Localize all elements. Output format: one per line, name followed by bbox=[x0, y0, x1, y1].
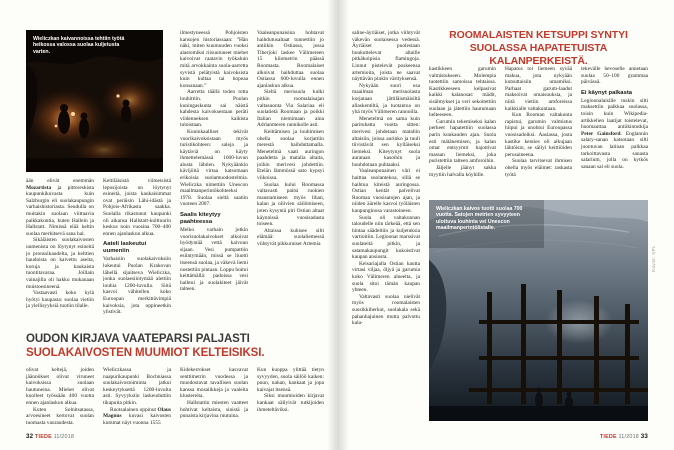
text-run: . Englannin salary-sanan katsotaan silti juontuvan latinan palkkaa tarkoittavasta sanasta salarium, jolla on kytkös sanaan sal eli suola. bbox=[581, 130, 648, 170]
paragraph: Suolaa tarvitsevat ihmisen ohella myös eläimet: raskasta työtä bbox=[505, 158, 572, 178]
headline-line-2: SUOLAKAIVOSTEN MUUMIOT KELTEISIKSI. bbox=[26, 346, 265, 359]
headline-line-2: SUOLASSA HAPATETUISTA KALANPERKEISTÄ. bbox=[469, 42, 608, 67]
issue-date: 11/2018 bbox=[53, 434, 75, 440]
bold-name: Mozartista bbox=[26, 184, 52, 191]
paragraph: Aarretta täällä toden totta louhittiin. Puolan kuningaskunta sai näistä kahdesta kaivoksestaan peräti viidenneksen kaikista tuloistaan. bbox=[180, 89, 248, 129]
paragraph bbox=[26, 178, 94, 237]
paragraph: Vaaleanpunaisina hohtavat haihdutusaltaat tunnettiin jo antiikin Ostiassa, jossa Tiberjoki laskee Välimereen 15 kilometrin päässä Roomasta. Roomalaiset alkoivat haihduttaa suolaa Ostiassa 600-luvulla ennen ajanlaskun alkua. bbox=[257, 30, 324, 89]
right-column-1 bbox=[352, 30, 420, 422]
paragraph: Vaaleanpunainen väri ei haittaa suolantekoa, sillä se haihtuu kiteistä auringossa. Ostian kentät palvelivat Roomaa vuosisatojen ajan, ja niiden äärelle kasvoi työläisten kaupunginosa varastoineen. bbox=[352, 168, 420, 215]
article-headline bbox=[429, 29, 648, 68]
text-run: kuvasi kaivosten kummat näyt vuonna 1555 bbox=[103, 413, 171, 426]
bottom-column-3 bbox=[180, 367, 248, 428]
photo-caption-left: Wieliczkan kaivannoissa tehtiin työtä heikossa valossa suolaa kuljetusta varten. bbox=[33, 36, 125, 55]
left-column-1 bbox=[26, 178, 94, 328]
bold-name: Peter Gainsford bbox=[581, 130, 621, 137]
page-number: 33 bbox=[640, 433, 648, 440]
section-subhead: Ei käynyt palkasta bbox=[581, 89, 633, 96]
paragraph: Kun kuoppa ylittää tietyn syvyyden, suola säilöö kaiken: puun, nahan, kankaat ja jopa kaivajat itsensä. bbox=[257, 367, 324, 393]
paragraph: Hapatus toi liemeen syvää makua, jota nykyään kutsuttaisiin umamiksi. Parhaat garum-laadut maksoivat omaisuuksia, ja niitä vietiin amforeissa kaikkialle valtakuntaan. bbox=[505, 66, 572, 112]
mine-photo-left bbox=[26, 30, 163, 172]
paragraph: Sieltä merisuola kulki pitkin roomalaisajan valtasuonta Via Salariaa eli suolatietä Roomaan ja poikki Italian niemimaan aina Adrianmeren rannikolle asti. bbox=[257, 89, 324, 129]
issue-date: 11/2018 bbox=[618, 434, 639, 440]
photo-caption-right: Wieliczkan kaivos tuotti suolaa 700 vuotta. Satojen metrien syvyyteen ulottuva louhinta vei Unescon maailmanperintölistalle. bbox=[436, 206, 523, 232]
left-column-3 bbox=[180, 30, 248, 328]
page-number: 32 bbox=[26, 433, 34, 440]
paragraph: Vastaavasti koko kylä hyötyi kaupasta: suolaa vietiin ja ylellisyyksiä tuotiin tilalle. bbox=[26, 290, 94, 310]
text-run: Ruotsalainen oppinut bbox=[110, 406, 158, 413]
paragraph: Kuten Solnitsatassa, arvoesineet kertovat suolan tuomasta vauraudesta. bbox=[26, 406, 94, 426]
magazine-brand: TIEDE bbox=[599, 434, 617, 440]
paragraph: Suola oli valtakunnan taloudelle niin tärkeää, että sen hintaa säädeltiin ja kuljetuksia vartioitiin. Legioonat marssivat suolateitä pitkin, ja satamakaupungit kukoistivat kaupan ansiosta. bbox=[352, 214, 420, 261]
paragraph: Siksi muumioiden kirjavat kankaat säilyivät tutkijoiden ihmeteltäviksi. bbox=[257, 393, 324, 413]
paragraph: kastikkeen garumin valmistukseen. Molempia tuotettiin samoissa tehtaissa. Kastikkeeseen kelpasivat kaikki kalanosat: mädit, sisälmykset ja veri sekoitettiin suolaan ja jätettiin hautumaan helteeseen. bbox=[429, 66, 496, 119]
center-fold bbox=[327, 0, 349, 450]
headline-line-1: OUDON KIRJAVA VAATEPARSI PALJASTI bbox=[26, 333, 250, 345]
paragraph: Altaissa kuhisee silti elämää: suolaliemessä viihtyvät pikkuruiset Artemia bbox=[257, 227, 324, 247]
paragraph: Jäljelle jäänyt sakka myytiin halvalla köyhille. bbox=[429, 164, 496, 178]
paragraph: Valtavasti suolaa nielivät myös roomalaisten suosikkiherkut, suolakala sekä pahanhajuinen mutta palvottu kala- bbox=[352, 293, 420, 327]
paragraph: Hallstattin miesten vaatteet hohtivat keltaista, sinistä ja punaista kirjavina ruutuina. bbox=[180, 399, 248, 420]
right-column-2 bbox=[429, 66, 496, 194]
left-column-2 bbox=[103, 178, 171, 328]
paragraph bbox=[581, 98, 648, 171]
paragraph: Nykyään suuri osa maailman merisuolasta korjataan jättiläismäisiltä allaskentiltä, ja tuotantoa on yhä myös Välimeren rannoilla. bbox=[352, 82, 420, 116]
section-subhead: Aateli laskeutui uumeniin bbox=[103, 241, 147, 255]
paragraph: Garumin tekemiseksi kalan perkeet hapatettiin suolassa parin kuukauden ajan. Suola esti mätänemisen, ja kalan omat entsyymit hajottivat massan liemeksi, joka puristettiin talteen amforoihin. bbox=[429, 118, 496, 165]
headline-line-1: ROOMALAISTEN KETSUPPI SYNTYI bbox=[449, 29, 628, 41]
paragraph: Varhaisiin suolakaivoksiin lukeutui Puolan Krakovan lähellä sijaitseva Wieliczka, jonka suolaesiintymää alettiin louhia 1200-luvulla. Siitä kasvoi vähitellen koko Euroopan merkittävimpiä kaivoksia, jota oppineetkin ylistivät. bbox=[103, 256, 171, 316]
section-subhead: Saalis kiteytyy paahteessa bbox=[180, 212, 221, 226]
magazine-brand: TIEDE bbox=[35, 434, 52, 440]
text-run: Legioonalaisille tuskin silti maksettiin palkkaa suolassa, toisin kuin Wikipedia-artikkelien laatijat toistelevat, huomauttaa antiikintutkija bbox=[581, 97, 648, 131]
bottom-column-1 bbox=[26, 367, 94, 428]
right-column-3 bbox=[505, 66, 572, 194]
salt-mine-image bbox=[429, 200, 648, 421]
left-column-4 bbox=[257, 30, 324, 328]
paragraph: Sikäläisten suolakaivosten uumenista on löytynyt esineitä jo pronssikaudelta, ja kelttien haudoista on kaivettu aseita, koruja ja kaukaista tuontitavaraa. Joillain vainajilla oli hakku mukanaan muistoesineenä. bbox=[26, 237, 94, 290]
paragraph: Keisariajalla Ostian kautta virtasi viljaa, öljyä ja garumia koko Välimeren alueelta, ja suola sitoi tämän kaupan yhteen. bbox=[352, 260, 420, 294]
paragraph: Kuninkaalliset tekivät vuorikaivoksistaan myös turistikohteen: saleja ja käytäviä on käyty ihmettelemässä 1600-luvun alusta lähtien. Nykyäänkin kävijöitä virtaa katsomaan erikoisia suolamuodostelmia. Wieliczka nimettiin Unescon maailmanperintökohteeksi 1978. Suolaa sieltä saatiin vuoteen 2007. bbox=[180, 128, 248, 208]
text-run: ja pittoreskista kaupunkikuvasta kuin Salzburgin eli suolakaupungin varhaishistoriasta. Seudulla on muitakin suolaan viittaavia paikkakuntia, kuten Hallein ja Hallstatt. Nimissä elää keltin suolaa merkitsevä sana hal. bbox=[26, 184, 94, 237]
paragraph: tekevälle hevoselle annetaan suolaa 50–100 grammaa päivässä. bbox=[581, 66, 648, 86]
bottom-column-4 bbox=[257, 367, 324, 428]
paragraph: Kidekerrokset kasvavat senttimetrin vuodessa ja muodostavat tavallisen suolan kanssa mosaiikkeja ja vaaleita klustereita. bbox=[180, 367, 248, 400]
paragraph: Keittämisen ja louhimisen ohella suolaa korjattiin merestä haihduttamalla. Menetelmä vaati auringon paahdetta ja matalia altaita, joihin merivesi johdettiin. Etelän lämmössä sato kypsyi viikoissa. bbox=[257, 128, 324, 182]
paragraph: Menetelmä on sama kuin parituhatta vuotta sitten: merivesi johdetaan mataliin altaisiin, joissa aurinko ja tuuli tiivistävät sen kylläiseksi liemeksi. Kiteytynyt suola aurataan kasoihin ja huuhdotaan puhtaaksi. bbox=[352, 115, 420, 168]
text-run: ään elivät enemmän bbox=[26, 178, 94, 184]
paragraph: Wieliczkassa ja naapurikaupunki Bochniassa suolakaivostoiminta jatkui keskeytyksettä 1200-luvulta asti. Syvyyksiin laskeuduttiin tikapuita pitkin. bbox=[103, 367, 171, 406]
bottom-column-2 bbox=[103, 367, 171, 428]
footer-left bbox=[26, 433, 74, 440]
paragraph: olivat keltejä, joiden jäännökset olivat viruneet kaivoksissa suolaan hautuneina. Miehet olivat kuolleet työssään 400 vuotta ennen ajanlaskun alkua. bbox=[26, 367, 94, 406]
paragraph: Keltiläisistä viimeisistä leposijoista on löytynyt esineitä, joista kaukaisimmat ovat peräisin Lähi-idästä ja Pohjois-Afrikasta saakka. Suolalla rikastunut kaupunki oli aikansa Hallstatt-kulttuurin keskus noin vuosina 700–400 ennen ajanlaskun alkua. bbox=[103, 178, 171, 237]
paragraph bbox=[103, 407, 171, 427]
paragraph: Suolaa kului Roomassa valtavasti paitsi ruokien maustamiseen myös lihan, kalan ja oliivien säilömiseen, joten kysyntä piti Ostian altaat käynnissä vuosisadasta toiseen. bbox=[257, 181, 324, 228]
bottom-article-headline bbox=[26, 333, 326, 360]
photo-credit: Kuvat: SPL bbox=[651, 245, 656, 272]
paragraph: Kun Rooman valtakunta rapistui, garumin valmistus hiipui ja unohtui Euroopassa vuosisadoiksi. Aasiassa, josta kastike kenties oli alkujaan lähtöisin, se säilyi keittiöiden perusaineena. bbox=[505, 112, 572, 158]
right-column-4 bbox=[581, 66, 648, 194]
mine-photo-right bbox=[429, 200, 648, 421]
paragraph: ilmestyneessä Pohjoisten kansojen historiassaan: ”Hän näki, miten kuumuuden vuoksi alastomiksi riisuutuneet miehet kaivoivat raatavin työkaluin mitä arvokkainta suola-aarretta syvistä pelätyistä kaivoksista kuin kultaa tai hopeaa konsanaan.” bbox=[180, 30, 248, 89]
bold-name: Olaus Magnus bbox=[103, 406, 171, 420]
paragraph: saline-äyriäiset, jotka viihtyvät väkevän suolaisessa vedessä. Äyriäiset puolestaan houkuttelevat altaille pitkäkoipisia flamingoja. Linnut pistelevät poskeensa artemioita, joista ne saavat näyttävän pinkin värityksensä. bbox=[352, 30, 420, 83]
paragraph: Melko varhain jotkin vuorisuolakaivokset alkoivat hyödyntää vettä kaivuun sijaan. Vesi pumpattiin esiintymään, missä se liuotti itseensä suolaa, ja väkevä liemi nostettiin pintaan. Loppu hoitui keittämällä: padoissa vesi haihtui ja suolakiteet jäivät talteen. bbox=[180, 227, 248, 293]
footer-right bbox=[448, 433, 648, 440]
